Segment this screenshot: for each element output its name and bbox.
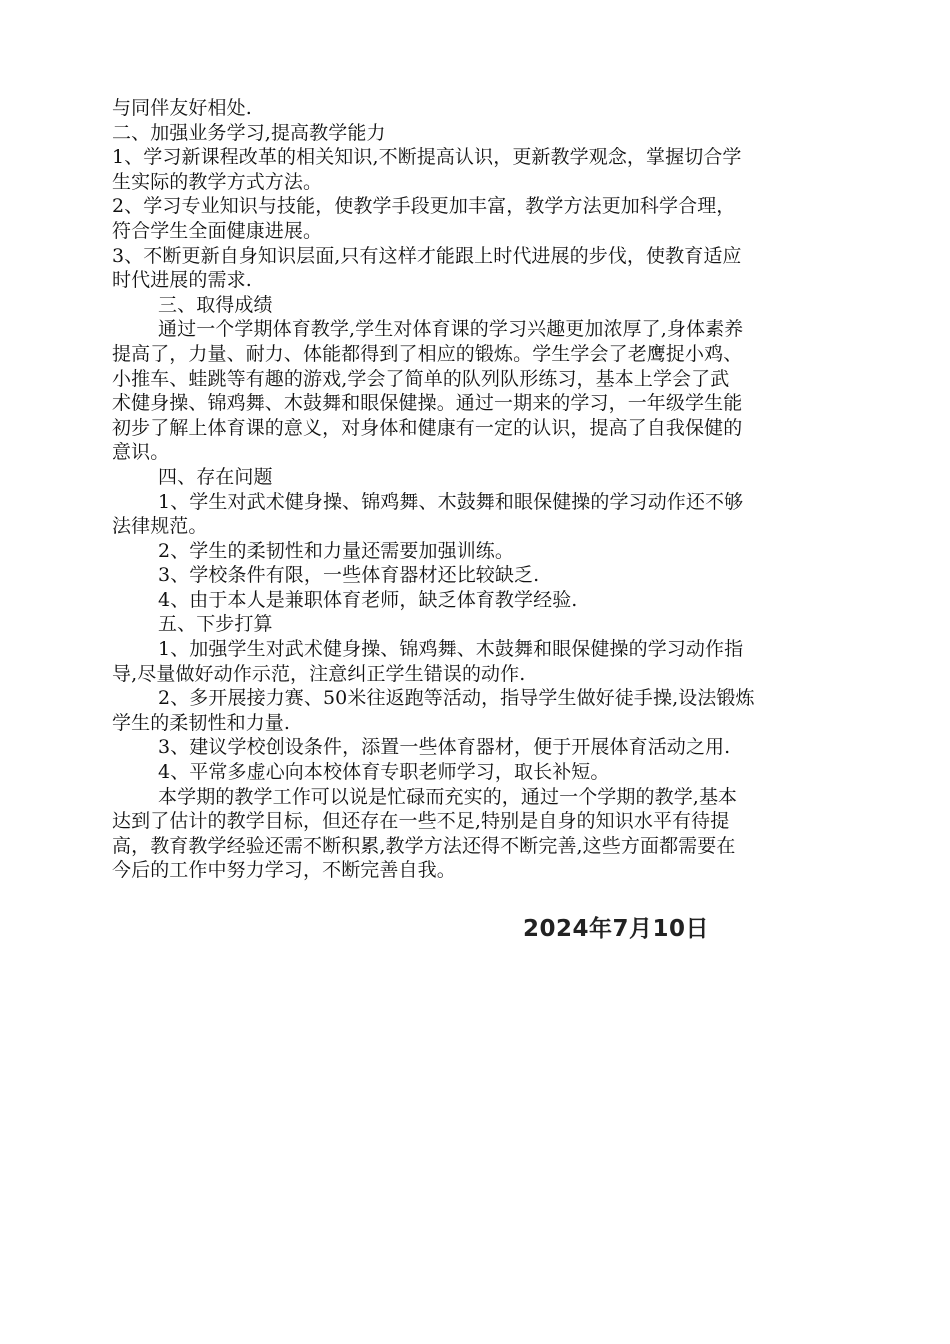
body-line: 4、平常多虚心向本校体育专职老师学习，取长补短。 <box>158 761 610 784</box>
body-line: 生实际的教学方式方法。 <box>112 170 323 193</box>
body-line: 术健身操、锦鸡舞、木鼓舞和眼保健操。通过一期来的学习，一年级学生能 <box>112 392 743 415</box>
body-line: 4、由于本人是兼职体育老师，缺乏体育教学经验. <box>158 588 578 611</box>
body-line: 时代进展的需求. <box>112 269 252 292</box>
body-line: 提高了，力量、耐力、体能都得到了相应的锻炼。学生学会了老鹰捉小鸡、 <box>112 342 743 365</box>
body-line: 1、学生对武术健身操、锦鸡舞、木鼓舞和眼保健操的学习动作还不够 <box>158 490 744 513</box>
body-line: 2、学习专业知识与技能，使教学手段更加丰富，教学方法更加科学合理， <box>112 195 736 218</box>
body-line: 2、多开展接力赛、50米往返跑等活动，指导学生做好徒手操,设法锻炼 <box>158 687 755 710</box>
section-heading-4: 四、存在问题 <box>158 465 273 488</box>
body-line: 3、学校条件有限，一些体育器材还比较缺乏. <box>158 564 540 587</box>
body-line: 本学期的教学工作可以说是忙碌而充实的，通过一个学期的教学,基本 <box>158 785 738 808</box>
body-line: 1、学习新课程改革的相关知识,不断提高认识，更新教学观念，掌握切合学 <box>112 146 742 169</box>
body-line: 2、学生的柔韧性和力量还需要加强训练。 <box>158 539 514 562</box>
body-line: 导,尽量做好动作示范，注意纠正学生错误的动作. <box>112 662 526 685</box>
body-line: 达到了估计的教学目标，但还存在一些不足,特别是自身的知识水平有待提 <box>112 810 730 833</box>
body-line: 今后的工作中努力学习，不断完善自我。 <box>112 859 456 882</box>
body-line: 法律规范。 <box>112 515 208 538</box>
body-line: 初步了解上体育课的意义，对身体和健康有一定的认识，提高了自我保健的 <box>112 416 743 439</box>
section-heading-5: 五、下步打算 <box>158 613 273 636</box>
document-body <box>112 96 872 883</box>
body-line: 与同伴友好相处. <box>112 97 252 119</box>
body-line: 小推车、蛙跳等有趣的游戏,学会了简单的队列队形练习，基本上学会了武 <box>112 367 730 390</box>
body-line: 学生的柔韧性和力量. <box>112 711 291 734</box>
body-line: 3、不断更新自身知识层面,只有这样才能跟上时代进展的步伐，使教育适应 <box>112 244 742 267</box>
document-date: 2024年7月10日 <box>523 916 710 942</box>
body-line: 1、加强学生对武术健身操、锦鸡舞、木鼓舞和眼保健操的学习动作指 <box>158 638 744 661</box>
body-line: 意识。 <box>112 441 170 464</box>
section-heading-3: 三、取得成绩 <box>158 293 273 316</box>
section-heading-2: 二、加强业务学习,提高教学能力 <box>112 121 386 144</box>
body-line: 通过一个学期体育教学,学生对体育课的学习兴趣更加浓厚了,身体素养 <box>158 318 744 341</box>
body-line: 符合学生全面健康进展。 <box>112 219 323 242</box>
body-line: 高，教育教学经验还需不断积累,教学方法还得不断完善,这些方面都需要在 <box>112 834 736 857</box>
body-line: 3、建议学校创设条件，添置一些体育器材，便于开展体育活动之用. <box>158 736 731 759</box>
